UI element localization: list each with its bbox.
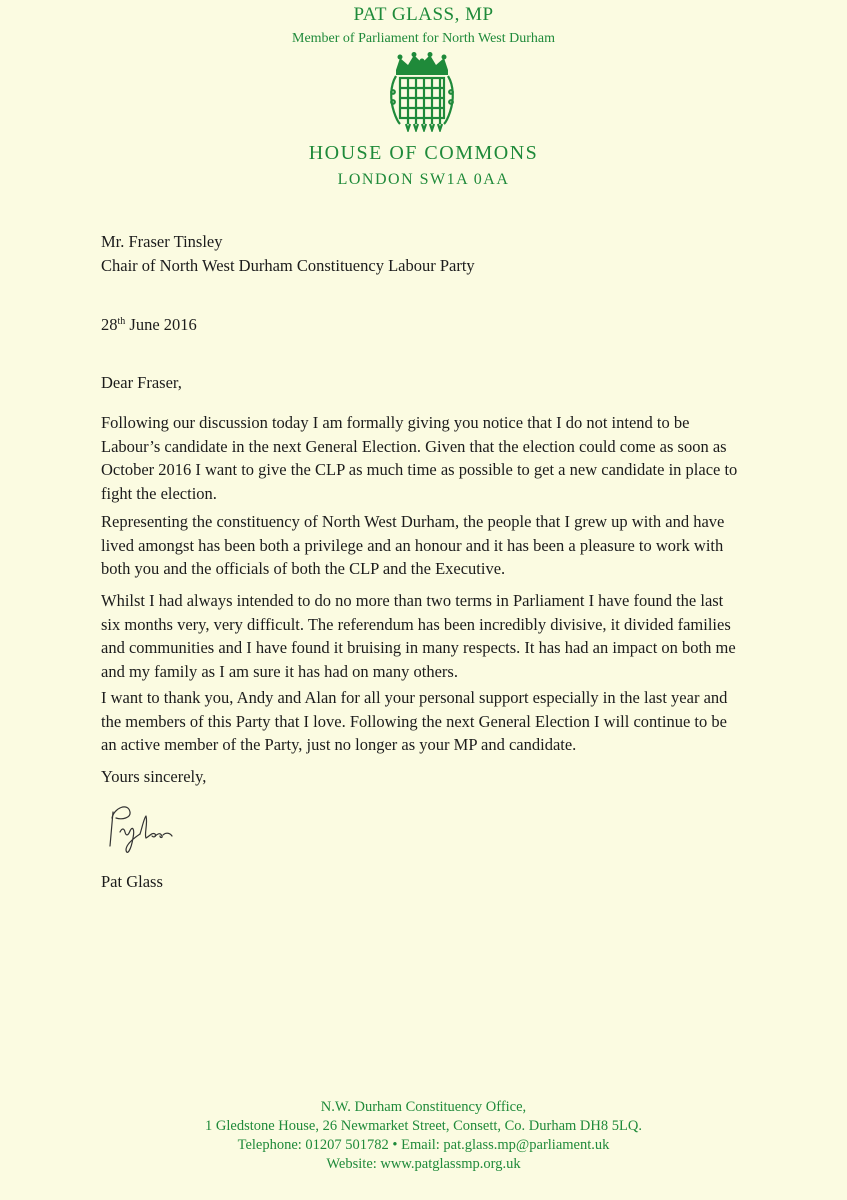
paragraph-text: Following our discussion today I am formally giving you notice that I do not intend to be Labour’s candidate in the next General Election. Given that the election could come as soon as October 2016 I want to give the CLP as much time as possible to get a new candidate in place to fight the election.: [101, 413, 738, 503]
recipient-role: Chair of North West Durham Constituency Labour Party: [101, 255, 475, 275]
recipient-block: [101, 230, 741, 277]
footer-street: 1 Gledstone House, 26 Newmarket Street, Consett, Co. Durham DH8 5LQ.: [205, 1118, 642, 1134]
footer-contact: Telephone: 01207 501782 • Email: pat.glass.mp@parliament.uk: [237, 1137, 610, 1153]
footer-office: N.W. Durham Constituency Office,: [320, 1099, 527, 1115]
paragraph-1: [101, 411, 741, 505]
paragraph-3: [101, 589, 741, 683]
date-day: 28: [101, 315, 118, 334]
letter-date: [101, 313, 741, 337]
greeting: Dear Fraser,: [101, 373, 182, 392]
portcullis-crest-icon: [386, 52, 458, 132]
date-month-year: June 2016: [125, 315, 197, 334]
paragraph-text: Whilst I had always intended to do no more than two terms in Parliament I have found the last six months very, very difficult. The referendum has been incredibly divisive, it divided families and communities and I have found it bruising in many respects. It has had an impact on both me and my family as I am sure it has had on many others.: [101, 591, 736, 681]
footer-website: Website: www.patglassmp.org.uk: [326, 1156, 521, 1172]
footer-address: [0, 1098, 847, 1174]
date-suffix: th: [117, 316, 126, 327]
recipient-name: Mr. Fraser Tinsley: [101, 232, 223, 251]
paragraph-2: [101, 510, 741, 581]
handwritten-signature: [100, 798, 195, 860]
signatory-name: Pat Glass: [101, 872, 163, 891]
mp-title: Member of Parliament for North West Durham: [292, 31, 555, 46]
house-of-commons-heading: HOUSE OF COMMONS: [308, 142, 539, 164]
paragraph-text: Representing the constituency of North West Durham, the people that I grew up with and have lived amongst has been both a privilege and an honour and it has been a pleasure to work with both you and the officials of both the CLP and the Executive.: [101, 512, 725, 578]
mp-name: PAT GLASS, MP: [353, 4, 494, 25]
paragraph-text: I want to thank you, Andy and Alan for all your personal support especially in the last year and the members of this Party that I love. Following the next General Election I will continue to be an active member of the Party, just no longer as your MP and candidate.: [101, 688, 728, 754]
closing: Yours sincerely,: [101, 767, 207, 786]
paragraph-4: [101, 686, 741, 757]
parliament-address: LONDON SW1A 0AA: [337, 171, 510, 188]
